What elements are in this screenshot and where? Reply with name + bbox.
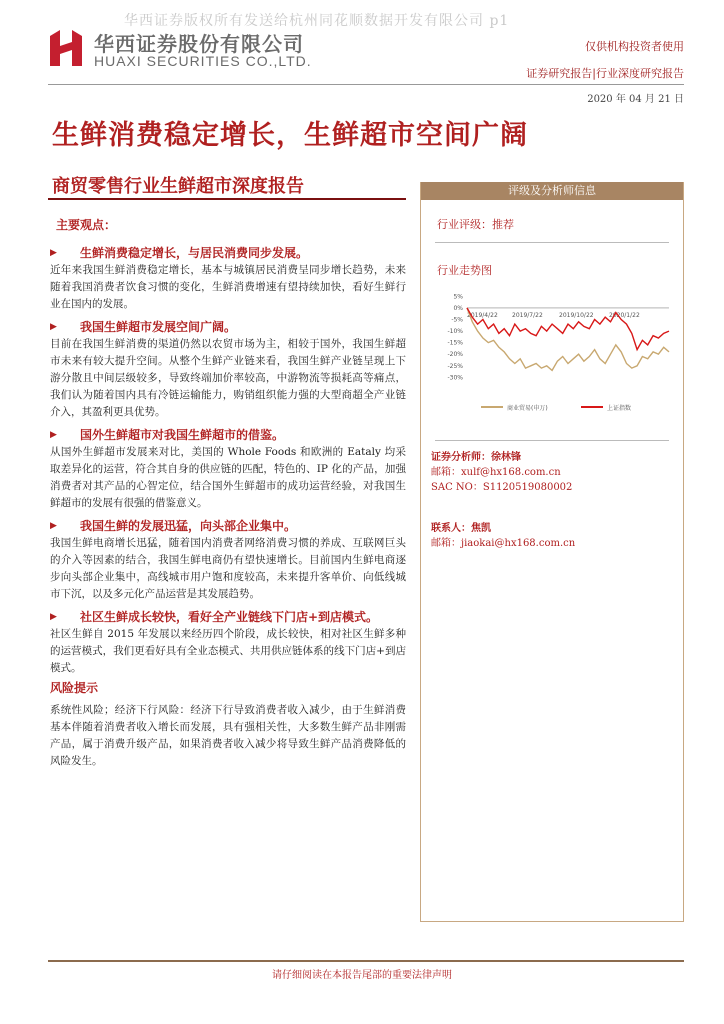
company-name-en: HUAXI SECURITIES CO.,LTD. — [94, 53, 312, 69]
x-tick-label: 2019/4/22 — [467, 311, 498, 319]
y-tick-label: 5% — [453, 293, 463, 301]
section-heading: ▶ 我国生鲜的发展迅猛，向头部企业集中。 — [50, 518, 406, 535]
contact-name: 联系人：焦凯 — [431, 523, 491, 534]
panel-header: 评级及分析师信息 — [421, 182, 683, 200]
y-tick-label: 0% — [453, 304, 463, 312]
company-name-cn: 华西证券股份有限公司 — [94, 32, 304, 56]
x-tick-label: 2019/10/22 — [559, 311, 594, 319]
section-body: 目前在我国生鲜消费的渠道仍然以农贸市场为主，相较于国外，我国生鲜超市未来有较大提升空间。从整个生鲜产业链来看，我国生鲜产业链呈现上下游分散且中间层级较多，导致终端加价率较高，中游物流等损耗高等痛点，我们认为随着国内具有冷链运输能力，购销组织能力强的大型商超全产业链介入，其盈利更具优势。 — [50, 338, 406, 418]
report-subtitle: 商贸零售行业生鲜超市深度报告 — [52, 176, 304, 197]
report-title: 生鲜消费稳定增长，生鲜超市空间广阔 — [52, 120, 528, 151]
y-tick-label: -30% — [447, 374, 463, 382]
section-heading: ▶ 我国生鲜超市发展空间广阔。 — [50, 319, 406, 336]
analyst-name: 证券分析师：徐林锋 — [431, 452, 521, 463]
y-tick-label: -10% — [447, 328, 463, 336]
section-heading: ▶ 社区生鲜成长较快，看好全产业链线下门店+到店模式。 — [50, 609, 406, 626]
footer-divider — [48, 960, 684, 962]
y-tick-label: -25% — [447, 362, 463, 370]
x-tick-label: 2019/7/22 — [512, 311, 543, 319]
section-body: 从国外生鲜超市发展来对比，美国的 Whole Foods 和欧洲的 Eataly 均采取差异化的运营，符合其自身的供应链的匹配，特色的、IP 化的产品，加强消费者对其产品的心智定位，结合国外生鲜超市的成功运营经验，对我国生鲜超市的发展有很强的借鉴意义。 — [50, 446, 406, 509]
contact-email: 邮箱：jiaokai@hx168.com.cn — [431, 538, 576, 549]
legend-label: 商业贸易(申万) — [507, 405, 548, 412]
audience-note: 仅供机构投资者使用 — [585, 40, 684, 53]
legend-label: 上证指数 — [607, 405, 632, 412]
y-tick-label: -20% — [447, 351, 463, 359]
section-body: 我国生鲜电商增长迅猛，随着国内消费者网络消费习惯的养成、互联网巨头的介入等因素的结合，我国生鲜电商仍有望快速增长。目前国内生鲜电商逐步向头部企业集中，高线城市用户饱和度较高，未来提升客单价、向低线城市下沉，以及多元化产品运营是其发展趋势。 — [50, 537, 406, 600]
report-type: 证券研究报告|行业深度研究报告 — [526, 67, 684, 80]
section-heading: ▶ 国外生鲜超市对我国生鲜超市的借鉴。 — [50, 427, 406, 444]
legal-note: 请仔细阅读在本报告尾部的重要法律声明 — [272, 970, 452, 981]
header-divider — [48, 84, 684, 85]
rating-analyst-panel — [420, 182, 684, 922]
panel-divider — [435, 242, 669, 243]
analyst-email: 邮箱：xulf@hx168.com.cn — [431, 467, 561, 478]
y-tick-label: -5% — [451, 316, 463, 324]
risk-body: 系统性风险；经济下行风险：经济下行导致消费者收入减少，由于生鲜消费基本伴随着消费者收入增长而发展，具有强相关性，大多数生鲜产品非刚需产品，属于消费升级产品，如果消费者收入减少将导致生鲜产品消费降低的风险发生。 — [50, 704, 406, 767]
huaxi-logo-icon — [48, 28, 84, 68]
trend-chart-title: 行业走势图 — [437, 264, 492, 277]
panel-divider — [435, 440, 669, 441]
y-tick-label: -15% — [447, 339, 463, 347]
industry-rating: 行业评级：推荐 — [437, 218, 514, 231]
main-views-label: 主要观点： — [56, 218, 117, 232]
subtitle-divider — [48, 198, 406, 200]
x-tick-label: 2020/1/22 — [609, 311, 640, 319]
section-body: 社区生鲜自 2015 年发展以来经历四个阶段，成长较快，相对社区生鲜多种的运营模式，我们更看好具有全业态模式、共用供应链体系的线下门店+到店模式。 — [50, 628, 406, 674]
report-date: 2020 年 04 月 21 日 — [587, 94, 684, 105]
risk-label: 风险提示 — [50, 681, 99, 695]
watermark: 华西证券版权所有发送给杭州同花顺数据开发有限公司 p1 — [124, 13, 510, 29]
analyst-sac-no: SAC NO：S1120519080002 — [431, 482, 573, 493]
trend-chart — [431, 282, 675, 427]
main-views — [50, 216, 406, 770]
section-body: 近年来我国生鲜消费稳定增长，基本与城镇居民消费呈同步增长趋势，未来随着我国消费者饮食习惯的变化，生鲜消费增速有望持续加快，看好生鲜行业在国内的发展。 — [50, 264, 406, 310]
section-heading: ▶ 生鲜消费稳定增长，与居民消费同步发展。 — [50, 245, 406, 262]
